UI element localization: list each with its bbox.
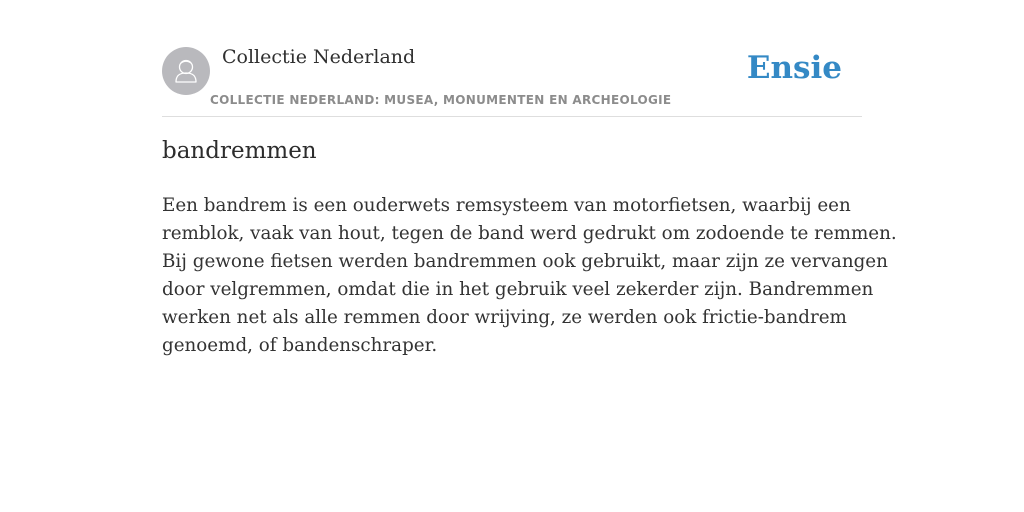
author-avatar[interactable] — [162, 47, 210, 95]
user-icon — [162, 47, 210, 95]
body-line: Bij gewone fietsen werden bandremmen ook gebruikt, maar zijn ze vervangen — [162, 251, 888, 272]
entry-title: bandremmen — [162, 138, 317, 164]
body-line: Een bandrem is een ouderwets remsysteem van motorfietsen, waarbij een — [162, 195, 851, 216]
body-line: door velgremmen, omdat die in het gebruik veel zekerder zijn. Bandremmen — [162, 279, 874, 300]
entry-header — [162, 40, 862, 117]
entry-body — [162, 192, 897, 360]
body-line: remblok, vaak van hout, tegen de band werd gedrukt om zodoende te remmen. — [162, 223, 897, 244]
author-name[interactable]: Collectie Nederland — [222, 46, 416, 68]
author-subtitle[interactable]: COLLECTIE NEDERLAND: MUSEA, MONUMENTEN EN ARCHEOLOGIE — [210, 93, 672, 107]
body-line: werken net als alle remmen door wrijving, ze werden ook frictie-bandrem — [162, 307, 847, 328]
body-line: genoemd, of bandenschraper. — [162, 335, 438, 356]
ensie-logo[interactable]: Ensie — [746, 50, 842, 86]
